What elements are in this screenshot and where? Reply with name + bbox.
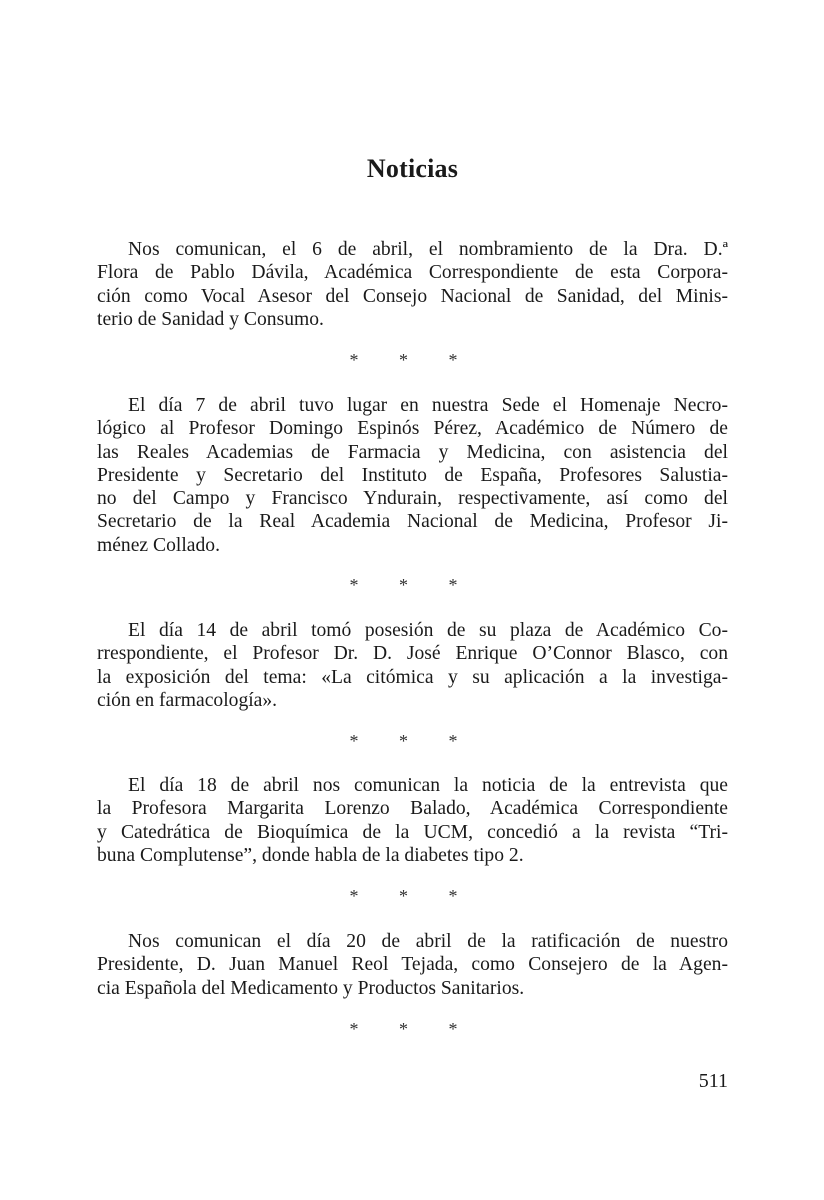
paragraph-line: El día 18 de abril nos comunican la noticia de la entrevista que [128, 775, 728, 796]
paragraph-line: la Profesora Margarita Lorenzo Balado, Académica Correspondiente [97, 798, 728, 820]
paragraph-line: la exposición del tema: «La citómica y su aplicación a la investiga- [97, 666, 728, 688]
paragraph-line: rrespondiente, el Profesor Dr. D. José Enrique O’Connor Blasco, con [97, 643, 728, 665]
paragraph-line: ménez Collado. [97, 534, 220, 556]
paragraph-line: El día 14 de abril tomó posesión de su plaza de Académico Co- [128, 620, 728, 641]
paragraph-line: buna Complutense”, donde habla de la diabetes tipo 2. [97, 844, 524, 866]
section-separator: * * * [349, 731, 476, 751]
page-number: 511 [698, 1070, 728, 1092]
section-separator: * * * [349, 350, 476, 370]
section-separator: * * * [349, 575, 476, 595]
news-paragraph [97, 930, 728, 1000]
paragraph-line: y Catedrática de Bioquímica de la UCM, concedió a la revista “Tri- [97, 821, 728, 843]
paragraph-line: no del Campo y Francisco Yndurain, respectivamente, así como del [97, 488, 728, 510]
paragraph-line: Flora de Pablo Dávila, Académica Correspondiente de esta Corpora- [97, 262, 728, 284]
news-paragraph [97, 238, 728, 331]
paragraph-line: las Reales Academias de Farmacia y Medicina, con asistencia del [97, 441, 728, 463]
paragraph-line: ción como Vocal Asesor del Consejo Nacional de Sanidad, del Minis- [97, 285, 728, 307]
paragraph-line: cia Española del Medicamento y Productos Sanitarios. [97, 977, 525, 999]
news-paragraph [97, 394, 728, 557]
paragraph-line: Secretario de la Real Academia Nacional de Medicina, Profesor Ji- [97, 511, 728, 533]
paragraph-line: Nos comunican, el 6 de abril, el nombramiento de la Dra. D.ª [128, 239, 728, 260]
page-title: Noticias [366, 154, 459, 183]
news-paragraph [97, 619, 728, 712]
paragraph-line: lógico al Profesor Domingo Espinós Pérez, Académico de Número de [97, 418, 728, 440]
paragraph-line: ción en farmacología». [97, 689, 278, 711]
paragraph-line: Presidente, D. Juan Manuel Reol Tejada, como Consejero de la Agen- [97, 954, 728, 976]
news-paragraph [97, 774, 728, 867]
paragraph-line: Nos comunican el día 20 de abril de la ratificación de nuestro [128, 931, 728, 952]
section-separator: * * * [349, 886, 476, 906]
section-separator: * * * [349, 1019, 476, 1039]
paragraph-line: terio de Sanidad y Consumo. [97, 308, 324, 330]
paragraph-line: El día 7 de abril tuvo lugar en nuestra Sede el Homenaje Necro- [128, 395, 728, 416]
document-page [97, 0, 728, 1200]
paragraph-line: Presidente y Secretario del Instituto de España, Profesores Salustia- [97, 464, 728, 486]
